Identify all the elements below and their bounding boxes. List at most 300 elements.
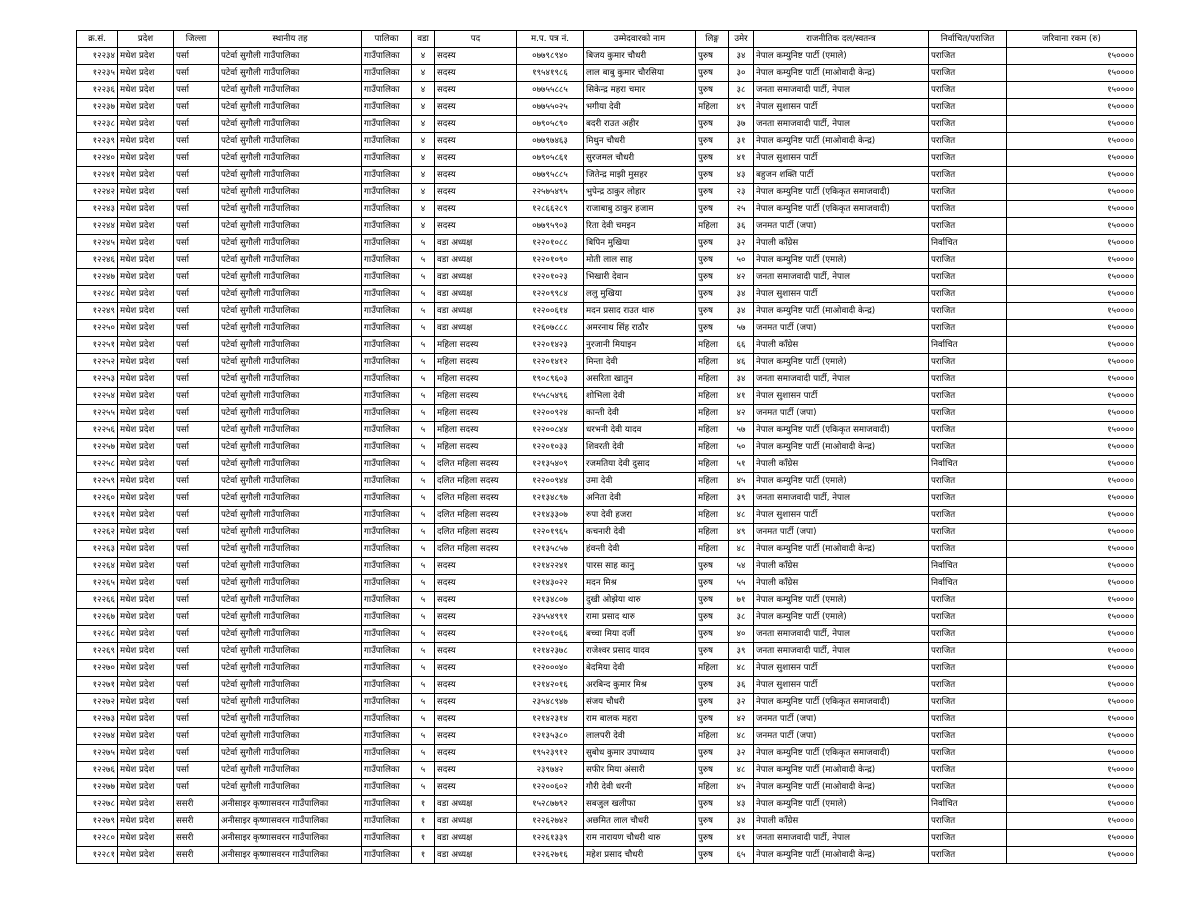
cell-nomination-no: ०७७९५८८५ [517, 167, 584, 184]
cell-nomination-no: १२२६१३३९ [517, 830, 584, 847]
cell-province: मधेश प्रदेश [118, 728, 174, 745]
cell-palika: गाउँपालिका [362, 201, 412, 218]
cell-candidate-name: सबजुल खलीफा [584, 796, 696, 813]
cell-fine-amount: १५०००० [1007, 643, 1137, 660]
cell-palika: गाउँपालिका [362, 575, 412, 592]
cell-candidate-name: सुबोध कुमार उपाध्याय [584, 745, 696, 762]
cell-local-level: अनीसाइर कृष्णासवरन गाउँपालिका [219, 813, 362, 830]
table-row [77, 303, 1137, 320]
cell-gender: महिला [696, 422, 729, 439]
cell-province: मधेश प्रदेश [118, 116, 174, 133]
cell-palika: गाउँपालिका [362, 354, 412, 371]
cell-nomination-no: १२२०१०६६ [517, 626, 584, 643]
cell-age: ५१ [729, 456, 754, 473]
cell-palika: गाउँपालिका [362, 405, 412, 422]
cell-ward: ५ [412, 575, 435, 592]
cell-candidate-name: असरिता खातुन [584, 371, 696, 388]
cell-serial: १२२६० [77, 490, 118, 507]
cell-fine-amount: १५०००० [1007, 388, 1137, 405]
cell-local-level: पटेर्वा सुगौली गाउँपालिका [219, 354, 362, 371]
cell-serial: १२२३६ [77, 82, 118, 99]
cell-palika: गाउँपालिका [362, 456, 412, 473]
cell-palika: गाउँपालिका [362, 813, 412, 830]
cell-serial: १२२७९ [77, 813, 118, 830]
cell-fine-amount: १५०००० [1007, 235, 1137, 252]
cell-nomination-no: १२१४३३०७ [517, 507, 584, 524]
cell-ward: ५ [412, 524, 435, 541]
table-row [77, 609, 1137, 626]
cell-gender: महिला [696, 218, 729, 235]
cell-gender: पुरुष [696, 48, 729, 65]
table-row [77, 643, 1137, 660]
cell-post: सदस्य [435, 167, 517, 184]
cell-nomination-no: १९०८९६०३ [517, 371, 584, 388]
cell-palika: गाउँपालिका [362, 82, 412, 99]
cell-result: पराजित [929, 524, 1007, 541]
cell-district: पर्सा [174, 320, 219, 337]
cell-nomination-no: १२६०७८८८ [517, 320, 584, 337]
cell-age: ३१ [729, 133, 754, 150]
cell-party: नेपाल कम्युनिष्ट पार्टी (एकिकृत समाजवादी) [754, 184, 929, 201]
cell-age: ४२ [729, 405, 754, 422]
cell-district: पर्सा [174, 711, 219, 728]
cell-palika: गाउँपालिका [362, 167, 412, 184]
cell-age: ४० [729, 626, 754, 643]
table-row [77, 490, 1137, 507]
cell-district: पर्सा [174, 65, 219, 82]
cell-candidate-name: सफीर मिया अंसारी [584, 762, 696, 779]
cell-post: महिला सदस्य [435, 439, 517, 456]
cell-district: पर्सा [174, 609, 219, 626]
cell-ward: ५ [412, 422, 435, 439]
cell-post: सदस्य [435, 592, 517, 609]
cell-local-level: पटेर्वा सुगौली गाउँपालिका [219, 99, 362, 116]
cell-party: नेपाली काँग्रेस [754, 558, 929, 575]
cell-serial: १२२६९ [77, 643, 118, 660]
cell-palika: गाउँपालिका [362, 252, 412, 269]
cell-party: जनता समाजवादी पार्टी, नेपाल [754, 643, 929, 660]
cell-fine-amount: १५०००० [1007, 779, 1137, 796]
cell-result: पराजित [929, 541, 1007, 558]
cell-district: पर्सा [174, 167, 219, 184]
cell-party: जनता समाजवादी पार्टी, नेपाल [754, 82, 929, 99]
cell-district: पर्सा [174, 388, 219, 405]
cell-result: पराजित [929, 507, 1007, 524]
cell-party: जनता समाजवादी पार्टी, नेपाल [754, 269, 929, 286]
cell-palika: गाउँपालिका [362, 558, 412, 575]
cell-district: पर्सा [174, 235, 219, 252]
cell-nomination-no: १२२००६०२ [517, 779, 584, 796]
cell-province: मधेश प्रदेश [118, 48, 174, 65]
cell-result: पराजित [929, 320, 1007, 337]
cell-post: वडा अध्यक्ष [435, 269, 517, 286]
table-row [77, 99, 1137, 116]
cell-party: नेपाली काँग्रेस [754, 813, 929, 830]
cell-province: मधेश प्रदेश [118, 643, 174, 660]
cell-result: पराजित [929, 286, 1007, 303]
cell-serial: १२२५६ [77, 422, 118, 439]
cell-fine-amount: १५०००० [1007, 745, 1137, 762]
cell-age: ३४ [729, 303, 754, 320]
cell-province: मधेश प्रदेश [118, 235, 174, 252]
cell-serial: १२२८० [77, 830, 118, 847]
cell-ward: ४ [412, 133, 435, 150]
cell-result: निर्वाचित [929, 337, 1007, 354]
cell-nomination-no: १५५८५४९६ [517, 388, 584, 405]
cell-post: वडा अध्यक्ष [435, 847, 517, 864]
cell-local-level: पटेर्वा सुगौली गाउँपालिका [219, 150, 362, 167]
cell-result: पराजित [929, 762, 1007, 779]
cell-local-level: पटेर्वा सुगौली गाउँपालिका [219, 218, 362, 235]
cell-palika: गाउँपालिका [362, 541, 412, 558]
cell-candidate-name: सिकेन्द्र महरा चमार [584, 82, 696, 99]
cell-gender: महिला [696, 337, 729, 354]
cell-local-level: पटेर्वा सुगौली गाउँपालिका [219, 728, 362, 745]
cell-result: पराजित [929, 82, 1007, 99]
cell-candidate-name: बिपिन मुखिया [584, 235, 696, 252]
cell-fine-amount: १५०००० [1007, 201, 1137, 218]
cell-province: मधेश प्रदेश [118, 269, 174, 286]
cell-palika: गाउँपालिका [362, 303, 412, 320]
cell-district: पर्सा [174, 252, 219, 269]
cell-post: वडा अध्यक्ष [435, 796, 517, 813]
cell-fine-amount: १५०००० [1007, 286, 1137, 303]
table-body [77, 48, 1137, 864]
cell-province: मधेश प्रदेश [118, 660, 174, 677]
cell-ward: ४ [412, 184, 435, 201]
cell-serial: १२२४८ [77, 286, 118, 303]
cell-candidate-name: बदरी राउत अहीर [584, 116, 696, 133]
cell-district: पर्सा [174, 626, 219, 643]
cell-post: सदस्य [435, 133, 517, 150]
cell-province: मधेश प्रदेश [118, 524, 174, 541]
cell-result: पराजित [929, 660, 1007, 677]
cell-party: जनमत पार्टी (जपा) [754, 711, 929, 728]
cell-palika: गाउँपालिका [362, 711, 412, 728]
cell-candidate-name: राजेश्वर प्रसाद यादव [584, 643, 696, 660]
cell-gender: पुरुष [696, 252, 729, 269]
cell-local-level: पटेर्वा सुगौली गाउँपालिका [219, 184, 362, 201]
cell-fine-amount: १५०००० [1007, 337, 1137, 354]
cell-nomination-no: १९५२३९१२ [517, 745, 584, 762]
cell-party: जनता समाजवादी पार्टी, नेपाल [754, 490, 929, 507]
cell-post: दलित महिला सदस्य [435, 541, 517, 558]
cell-district: पर्सा [174, 269, 219, 286]
cell-palika: गाउँपालिका [362, 65, 412, 82]
cell-local-level: पटेर्वा सुगौली गाउँपालिका [219, 320, 362, 337]
cell-district: पर्सा [174, 354, 219, 371]
cell-party: जनमत पार्टी (जपा) [754, 524, 929, 541]
col-header-nomination-no: म.प. पत्र नं. [517, 31, 584, 48]
cell-candidate-name: उमा देवी [584, 473, 696, 490]
cell-province: मधेश प्रदेश [118, 779, 174, 796]
cell-local-level: पटेर्वा सुगौली गाउँपालिका [219, 48, 362, 65]
cell-nomination-no: ०७७९८९४० [517, 48, 584, 65]
cell-age: ३४ [729, 813, 754, 830]
table-row [77, 286, 1137, 303]
cell-district: पर्सा [174, 82, 219, 99]
cell-local-level: पटेर्वा सुगौली गाउँपालिका [219, 643, 362, 660]
cell-ward: ५ [412, 643, 435, 660]
cell-nomination-no: १२२६२७४२ [517, 813, 584, 830]
cell-palika: गाउँपालिका [362, 99, 412, 116]
cell-age: ५४ [729, 558, 754, 575]
cell-serial: १२२७६ [77, 762, 118, 779]
cell-palika: गाउँपालिका [362, 694, 412, 711]
cell-party: नेपाली काँग्रेस [754, 575, 929, 592]
table-row [77, 660, 1137, 677]
cell-gender: महिला [696, 524, 729, 541]
cell-serial: १२२५७ [77, 439, 118, 456]
cell-palika: गाउँपालिका [362, 745, 412, 762]
cell-ward: ५ [412, 252, 435, 269]
table-row [77, 456, 1137, 473]
cell-result: पराजित [929, 609, 1007, 626]
cell-nomination-no: ०७७५५८८५ [517, 82, 584, 99]
cell-post: महिला सदस्य [435, 388, 517, 405]
cell-age: ७१ [729, 592, 754, 609]
cell-post: दलित महिला सदस्य [435, 456, 517, 473]
cell-age: ४८ [729, 541, 754, 558]
cell-province: मधेश प्रदेश [118, 694, 174, 711]
cell-age: ३२ [729, 694, 754, 711]
cell-result: पराजित [929, 99, 1007, 116]
cell-post: वडा अध्यक्ष [435, 320, 517, 337]
cell-serial: १२२६२ [77, 524, 118, 541]
cell-local-level: पटेर्वा सुगौली गाउँपालिका [219, 388, 362, 405]
cell-province: मधेश प्रदेश [118, 762, 174, 779]
cell-palika: गाउँपालिका [362, 830, 412, 847]
cell-candidate-name: मिथुन चौधरी [584, 133, 696, 150]
cell-ward: ४ [412, 99, 435, 116]
cell-district: पर्सा [174, 592, 219, 609]
cell-age: ३२ [729, 745, 754, 762]
cell-nomination-no: १९५४१९८६ [517, 65, 584, 82]
cell-ward: १ [412, 847, 435, 864]
cell-province: मधेश प्रदेश [118, 65, 174, 82]
cell-palika: गाउँपालिका [362, 609, 412, 626]
cell-fine-amount: १५०००० [1007, 82, 1137, 99]
cell-local-level: पटेर्वा सुगौली गाउँपालिका [219, 337, 362, 354]
cell-party: नेपाल कम्युनिष्ट पार्टी (एमाले) [754, 796, 929, 813]
table-row [77, 150, 1137, 167]
cell-gender: पुरुष [696, 575, 729, 592]
cell-local-level: पटेर्वा सुगौली गाउँपालिका [219, 694, 362, 711]
cell-palika: गाउँपालिका [362, 337, 412, 354]
cell-nomination-no: १२२६२७१६ [517, 847, 584, 864]
cell-gender: पुरुष [696, 762, 729, 779]
cell-nomination-no: १२२००९२४ [517, 405, 584, 422]
cell-age: ३४ [729, 371, 754, 388]
cell-province: मधेश प्रदेश [118, 745, 174, 762]
cell-gender: पुरुष [696, 609, 729, 626]
cell-serial: १२२४३ [77, 201, 118, 218]
cell-palika: गाउँपालिका [362, 150, 412, 167]
cell-party: जनमत पार्टी (जपा) [754, 320, 929, 337]
cell-serial: १२२७७ [77, 779, 118, 796]
cell-nomination-no: १२१४३०२२ [517, 575, 584, 592]
cell-result: पराजित [929, 847, 1007, 864]
cell-post: वडा अध्यक्ष [435, 286, 517, 303]
cell-result: निर्वाचित [929, 235, 1007, 252]
cell-candidate-name: लाल बाबु कुमार चौरसिया [584, 65, 696, 82]
cell-fine-amount: १५०००० [1007, 99, 1137, 116]
cell-candidate-name: भिखारी देवान [584, 269, 696, 286]
cell-gender: महिला [696, 728, 729, 745]
cell-local-level: पटेर्वा सुगौली गाउँपालिका [219, 660, 362, 677]
cell-serial: १२२७८ [77, 796, 118, 813]
cell-post: सदस्य [435, 218, 517, 235]
cell-fine-amount: १५०००० [1007, 541, 1137, 558]
header-row [77, 31, 1137, 48]
cell-palika: गाउँपालिका [362, 592, 412, 609]
cell-fine-amount: १५०००० [1007, 65, 1137, 82]
cell-party: नेपाल कम्युनिष्ट पार्टी (माओवादी केन्द्र) [754, 439, 929, 456]
cell-serial: १२२६३ [77, 541, 118, 558]
cell-gender: पुरुष [696, 65, 729, 82]
cell-fine-amount: १५०००० [1007, 847, 1137, 864]
cell-candidate-name: भगीया देवी [584, 99, 696, 116]
cell-ward: ४ [412, 167, 435, 184]
cell-province: मधेश प्रदेश [118, 456, 174, 473]
cell-ward: ४ [412, 48, 435, 65]
cell-result: पराजित [929, 490, 1007, 507]
cell-serial: १२२७२ [77, 694, 118, 711]
cell-gender: पुरुष [696, 677, 729, 694]
cell-local-level: पटेर्वा सुगौली गाउँपालिका [219, 116, 362, 133]
cell-gender: पुरुष [696, 643, 729, 660]
cell-palika: गाउँपालिका [362, 422, 412, 439]
cell-ward: ५ [412, 711, 435, 728]
cell-gender: पुरुष [696, 847, 729, 864]
cell-result: निर्वाचित [929, 558, 1007, 575]
cell-nomination-no: १२२०१०८८ [517, 235, 584, 252]
cell-local-level: पटेर्वा सुगौली गाउँपालिका [219, 762, 362, 779]
cell-gender: महिला [696, 99, 729, 116]
table-row [77, 354, 1137, 371]
cell-result: पराजित [929, 133, 1007, 150]
cell-gender: पुरुष [696, 813, 729, 830]
cell-province: मधेश प्रदेश [118, 813, 174, 830]
cell-gender: पुरुष [696, 745, 729, 762]
cell-candidate-name: लालपरी देवी [584, 728, 696, 745]
col-header-fine-amount: जरिवाना रकम (रु) [1007, 31, 1137, 48]
cell-gender: महिला [696, 779, 729, 796]
table-row [77, 439, 1137, 456]
cell-party: जनमत पार्टी (जपा) [754, 218, 929, 235]
cell-age: ४९ [729, 99, 754, 116]
cell-age: ६५ [729, 847, 754, 864]
cell-ward: ५ [412, 269, 435, 286]
cell-party: नेपाल कम्युनिष्ट पार्टी (माओवादी केन्द्र) [754, 133, 929, 150]
cell-result: पराजित [929, 269, 1007, 286]
cell-nomination-no: १२१३४८०७ [517, 592, 584, 609]
cell-candidate-name: बिजय कुमार चौधरी [584, 48, 696, 65]
cell-result: पराजित [929, 354, 1007, 371]
cell-nomination-no: १२२०१४२३ [517, 337, 584, 354]
cell-palika: गाउँपालिका [362, 371, 412, 388]
cell-age: ३९ [729, 490, 754, 507]
table-row [77, 592, 1137, 609]
cell-gender: महिला [696, 490, 729, 507]
cell-nomination-no: ०७७९५९०३ [517, 218, 584, 235]
cell-province: मधेश प्रदेश [118, 830, 174, 847]
cell-party: बहुजन शक्ति पार्टी [754, 167, 929, 184]
cell-age: ५० [729, 439, 754, 456]
cell-party: जनता समाजवादी पार्टी, नेपाल [754, 116, 929, 133]
cell-ward: ४ [412, 218, 435, 235]
cell-post: वडा अध्यक्ष [435, 235, 517, 252]
cell-party: नेपाल सुशासन पार्टी [754, 99, 929, 116]
cell-candidate-name: दुखी ओझेया थारु [584, 592, 696, 609]
table-row [77, 796, 1137, 813]
cell-post: सदस्य [435, 762, 517, 779]
cell-nomination-no: २२५७५४९५ [517, 184, 584, 201]
cell-local-level: पटेर्वा सुगौली गाउँपालिका [219, 524, 362, 541]
cell-fine-amount: १५०००० [1007, 371, 1137, 388]
cell-serial: १२२३८ [77, 116, 118, 133]
cell-fine-amount: १५०००० [1007, 320, 1137, 337]
table-row [77, 201, 1137, 218]
cell-post: सदस्य [435, 779, 517, 796]
cell-gender: महिला [696, 660, 729, 677]
cell-ward: ५ [412, 507, 435, 524]
cell-serial: १२२४१ [77, 167, 118, 184]
cell-party: जनमत पार्टी (जपा) [754, 728, 929, 745]
cell-fine-amount: १५०००० [1007, 507, 1137, 524]
cell-district: पर्सा [174, 439, 219, 456]
cell-party: नेपाल कम्युनिष्ट पार्टी (माओवादी केन्द्र) [754, 65, 929, 82]
cell-gender: पुरुष [696, 133, 729, 150]
cell-ward: ५ [412, 473, 435, 490]
table-row [77, 320, 1137, 337]
cell-post: दलित महिला सदस्य [435, 473, 517, 490]
table-row [77, 711, 1137, 728]
table-row [77, 388, 1137, 405]
table-row [77, 762, 1137, 779]
cell-serial: १२२४४ [77, 218, 118, 235]
cell-result: पराजित [929, 779, 1007, 796]
cell-party: नेपाल सुशासन पार्टी [754, 677, 929, 694]
cell-candidate-name: हंवन्ती देवी [584, 541, 696, 558]
cell-palika: गाउँपालिका [362, 235, 412, 252]
cell-candidate-name: मिन्ता देवी [584, 354, 696, 371]
cell-result: पराजित [929, 694, 1007, 711]
cell-candidate-name: राजाबाबु ठाकुर हजाम [584, 201, 696, 218]
cell-age: ४९ [729, 524, 754, 541]
cell-fine-amount: १५०००० [1007, 609, 1137, 626]
cell-result: पराजित [929, 218, 1007, 235]
cell-serial: १२२६५ [77, 575, 118, 592]
cell-ward: ५ [412, 354, 435, 371]
table-row [77, 728, 1137, 745]
cell-ward: ४ [412, 82, 435, 99]
cell-local-level: पटेर्वा सुगौली गाउँपालिका [219, 405, 362, 422]
cell-nomination-no: १२१३५४०९ [517, 456, 584, 473]
cell-result: निर्वाचित [929, 796, 1007, 813]
cell-party: नेपाल कम्युनिष्ट पार्टी (एमाले) [754, 473, 929, 490]
cell-result: पराजित [929, 728, 1007, 745]
cell-party: नेपाल कम्युनिष्ट पार्टी (माओवादी केन्द्र) [754, 779, 929, 796]
cell-ward: ५ [412, 609, 435, 626]
cell-serial: १२२७१ [77, 677, 118, 694]
cell-nomination-no: १२१३४८९७ [517, 490, 584, 507]
cell-serial: १२२३५ [77, 65, 118, 82]
cell-ward: ५ [412, 286, 435, 303]
cell-district: पर्सा [174, 337, 219, 354]
cell-fine-amount: १५०००० [1007, 116, 1137, 133]
cell-age: ५७ [729, 320, 754, 337]
